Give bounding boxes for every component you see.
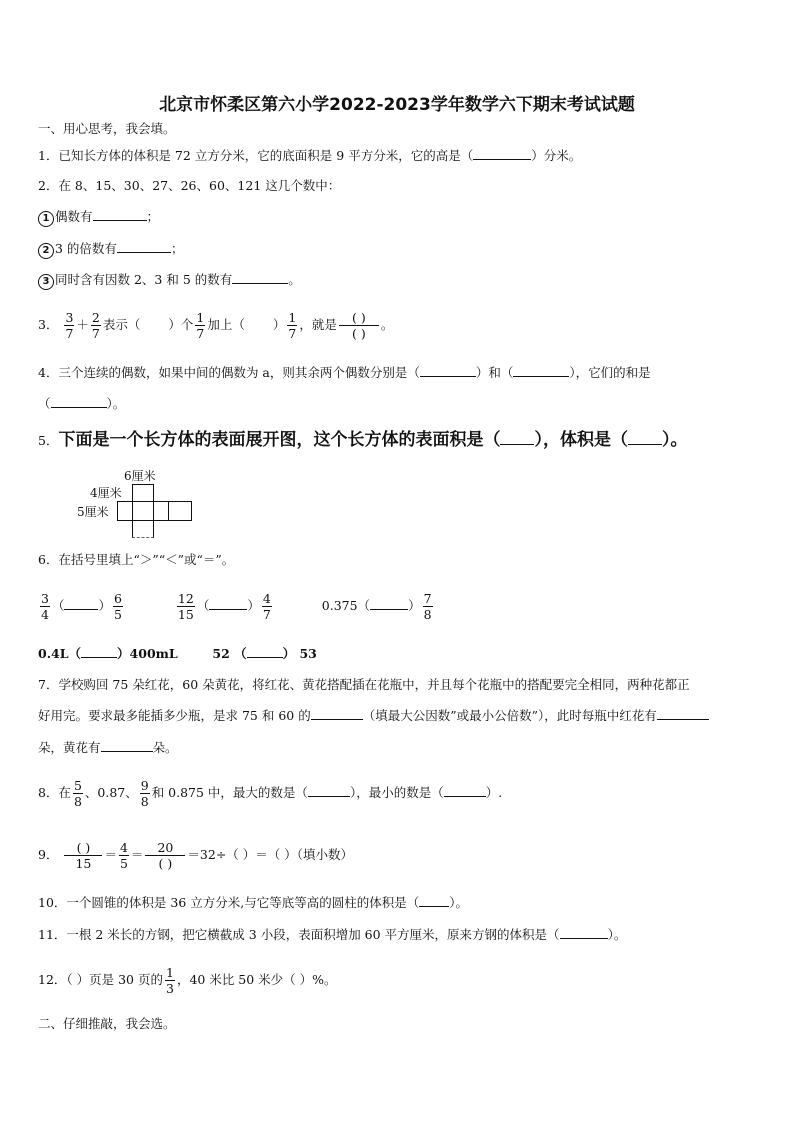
question-2-item-3: 3 同时含有因数 2、3 和 5 的数有 。 [38, 272, 301, 290]
question-4-line-2: （ ）。 [38, 396, 126, 411]
label-5cm: 5厘米 [77, 505, 109, 519]
answer-fraction[interactable]: $\frac{( )}{( )}$ [339, 310, 379, 341]
net-face [117, 501, 133, 521]
question-11: 11．一根 2 米长的方钢，把它横截成 3 小段，表面积增加 60 平方厘米，原来方钢的体积是（ ）。 [38, 927, 627, 942]
answer-blank[interactable] [81, 646, 117, 658]
answer-blank[interactable] [419, 895, 449, 907]
section-1-heading: 一、用心思考，我会填。 [38, 121, 176, 136]
page-title: 北京市怀柔区第六小学2022-2023学年数学六下期末考试试题 [159, 95, 635, 115]
answer-blank[interactable] [247, 646, 283, 658]
circled-number-2: 2 [38, 243, 54, 259]
answer-blank[interactable] [308, 785, 350, 797]
answer-blank[interactable] [444, 785, 486, 797]
answer-blank[interactable] [209, 598, 247, 610]
section-2-heading: 二、仔细推敲，我会选。 [38, 1016, 176, 1031]
answer-blank[interactable] [500, 430, 534, 445]
question-3: 3． $\frac{3}{7}$ ＋ $\frac{2}{7}$ 表示（ ）个 $\frac{1}{7}$ 加上（ ） $\frac{1}{7}$ ，就是 $\frac{( )}{( )}$ 。 [38, 310, 394, 341]
net-face [132, 520, 154, 538]
label-4cm: 4厘米 [90, 486, 122, 500]
fraction: $\frac{7}{8}$ [423, 591, 432, 622]
fraction: $\frac{4}{7}$ [262, 591, 271, 622]
fraction: $\frac{9}{8}$ [140, 778, 149, 809]
answer-fraction[interactable]: $\frac{( )}{15}$ [64, 840, 102, 871]
circled-number-1: 1 [38, 211, 54, 227]
answer-blank[interactable] [117, 241, 171, 253]
question-6: 6．在括号里填上“＞”“＜”或“＝”。 [38, 552, 235, 567]
question-2-item-2: 2 3 的倍数有 ； [38, 241, 183, 259]
question-6-row-1: $\frac{3}{4}$ （ ） $\frac{6}{5}$ $\frac{12}{15}$ （ ） $\frac{4}{7}$ 0.375（ ） $\frac{7}{8}$ [41, 591, 432, 622]
question-6-row-2: 0.4L（ ）400mL 52 （ ） 53 [38, 646, 317, 661]
answer-fraction[interactable]: $\frac{20}{( )}$ [145, 840, 185, 871]
question-7-line-1: 7．学校购回 75 朵红花，60 朵黄花，将红花、黄花搭配插在花瓶中，并且每个花瓶中的搭配要完全相同，两种花都正 [38, 677, 690, 692]
question-1: 1．已知长方体的体积是 72 立方分米，它的底面积是 9 平方分米，它的高是（ ）分米。 [38, 148, 582, 163]
question-7-line-3: 朵，黄花有 朵。 [38, 740, 178, 755]
fraction: $\frac{6}{5}$ [113, 591, 122, 622]
question-10: 10．一个圆锥的体积是 36 立方分米,与它等底等高的圆柱的体积是（ ）。 [38, 895, 468, 910]
answer-blank[interactable] [64, 598, 98, 610]
fraction: $\frac{4}{5}$ [119, 840, 128, 871]
question-7-line-2: 好用完。要求最多能插多少瓶，是求 75 和 60 的 （填最大公因数”或最小公倍数”），此时每瓶中红花有 [38, 708, 709, 724]
answer-blank[interactable] [513, 365, 569, 377]
fraction: $\frac{2}{7}$ [91, 310, 100, 341]
fraction: $\frac{1}{7}$ [196, 310, 205, 341]
answer-blank[interactable] [420, 365, 476, 377]
answer-blank[interactable] [473, 148, 531, 160]
cuboid-net-diagram [72, 467, 212, 547]
answer-blank[interactable] [311, 708, 363, 720]
question-2: 2．在 8、15、30、27、26、60、121 这几个数中： [38, 178, 341, 193]
net-face [132, 484, 154, 502]
net-face [153, 501, 169, 521]
question-8: 8．在 $\frac{5}{8}$ 、0.87、 $\frac{9}{8}$ 和 0.875 中，最大的数是（ ），最小的数是（ ）. [38, 778, 503, 809]
net-face [132, 501, 154, 521]
question-4-line-1: 4．三个连续的偶数，如果中间的偶数为 a，则其余两个偶数分别是（ ）和（ ），它们的和是 [38, 365, 651, 380]
circled-number-3: 3 [38, 274, 54, 290]
question-5: 5．下面是一个长方体的表面展开图，这个长方体的表面积是（ ），体积是（ ）。 [38, 430, 688, 450]
answer-blank[interactable] [657, 708, 709, 720]
answer-blank[interactable] [370, 598, 408, 610]
answer-blank[interactable] [51, 396, 107, 408]
answer-blank[interactable] [101, 740, 153, 752]
answer-blank[interactable] [560, 927, 608, 939]
fraction: $\frac{5}{8}$ [73, 778, 82, 809]
fraction: $\frac{3}{4}$ [41, 591, 49, 622]
fraction: $\frac{1}{7}$ [288, 310, 297, 341]
question-12: 12．（ ）页是 30 页的 $\frac{1}{3}$ ，40 米比 50 米少（ ）%。 [38, 965, 337, 996]
fraction: $\frac{3}{7}$ [65, 310, 74, 341]
fraction: $\frac{1}{3}$ [165, 965, 174, 996]
net-face [168, 501, 192, 521]
answer-blank[interactable] [628, 430, 662, 445]
label-6cm: 6厘米 [124, 469, 156, 483]
answer-blank[interactable] [232, 272, 288, 284]
question-9: 9． $\frac{( )}{15}$ ＝ $\frac{4}{5}$ ＝ $\frac{20}{( )}$ ＝32÷（ ）＝（ ）（填小数） [38, 840, 353, 871]
fraction: $\frac{12}{15}$ [177, 591, 194, 622]
answer-blank[interactable] [93, 209, 147, 221]
question-2-item-1: 1 偶数有 ； [38, 209, 159, 227]
